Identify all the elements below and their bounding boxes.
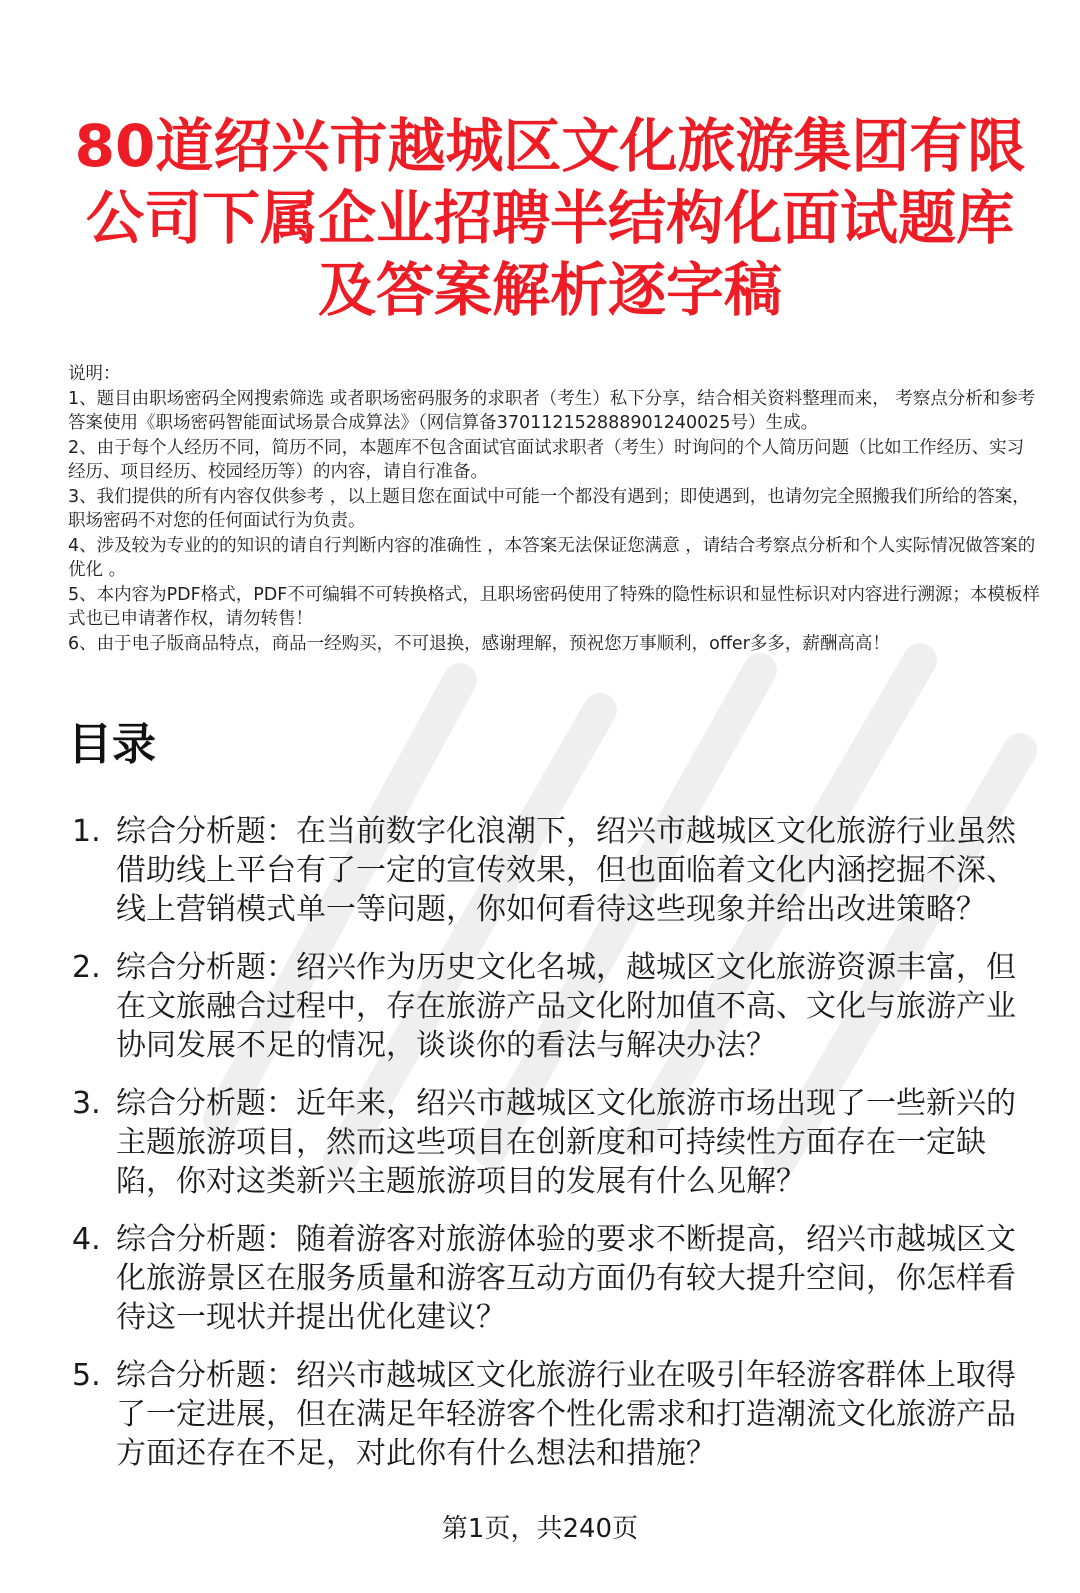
toc-item[interactable] <box>68 1084 1028 1201</box>
toc-item-text: 综合分析题：在当前数字化浪潮下，绍兴市越城区文化旅游行业虽然借助线上平台有了一定的宣传效果，但也面临着文化内涵挖掘不深、线上营销模式单一等问题，你如何看待这些现象并给出改进策略？ <box>116 814 1016 927</box>
toc-item-text: 综合分析题：随着游客对旅游体验的要求不断提高，绍兴市越城区文化旅游景区在服务质量和游客互动方面仍有较大提升空间，你怎样看待这一现状并提出优化建议？ <box>116 1222 1016 1335</box>
note-item: 3、我们提供的所有内容仅供参考 ，以上题目您在面试中可能一个都没有遇到；即使遇到，也请勿完全照搬我们所给的答案，职场密码不对您的任何面试行为负责。 <box>68 486 1030 531</box>
notes-section <box>68 362 1040 656</box>
toc-item-number: 3. <box>72 1086 101 1121</box>
page-footer: 第1页，共240页 <box>441 1514 639 1544</box>
note-item: 2、由于每个人经历不同，简历不同，本题库不包含面试官面试求职者（考生）时询问的个人简历问题（比如工作经历、实习经历、项目经历、校园经历等）的内容，请自行准备。 <box>68 437 1025 482</box>
note-item: 5、本内容为PDF格式，PDF不可编辑不可转换格式，且职场密码使用了特殊的隐性标识和显性标识对内容进行溯源；本模板样式也已申请著作权，请勿转售！ <box>68 584 1040 629</box>
toc-item[interactable] <box>68 948 1028 1065</box>
toc-item[interactable] <box>68 1356 1028 1473</box>
toc-heading: 目录 <box>68 719 156 770</box>
note-item: 4、涉及较为专业的的知识的请自行判断内容的准确性 ，本答案无法保证您满意 ，请结合考察点分析和个人实际情况做答案的优化 。 <box>68 535 1036 580</box>
notes-heading: 说明： <box>68 364 121 384</box>
toc-item-number: 2. <box>72 950 101 985</box>
toc-item-text: 综合分析题：绍兴作为历史文化名城，越城区文化旅游资源丰富，但在文旅融合过程中，存在旅游产品文化附加值不高、文化与旅游产业协同发展不足的情况，谈谈你的看法与解决办法？ <box>116 950 1016 1063</box>
toc-item-text: 综合分析题：近年来，绍兴市越城区文化旅游市场出现了一些新兴的主题旅游项目，然而这些项目在创新度和可持续性方面存在一定缺陷，你对这类新兴主题旅游项目的发展有什么见解？ <box>116 1086 1016 1199</box>
toc-item-text: 综合分析题：绍兴市越城区文化旅游行业在吸引年轻游客群体上取得了一定进展，但在满足年轻游客个性化需求和打造潮流文化旅游产品方面还存在不足，对此你有什么想法和措施？ <box>116 1358 1016 1471</box>
toc-item-number: 1. <box>72 814 101 849</box>
toc-item-number: 4. <box>72 1222 101 1257</box>
note-item: 1、题目由职场密码全网搜索筛选 或者职场密码服务的求职者（考生）私下分享，结合相关资料整理而来， 考察点分析和参考答案使用《职场密码智能面试场景合成算法》（网信算备370112152888901240025号）生成。 <box>68 388 1036 433</box>
note-item: 6、由于电子版商品特点，商品一经购买，不可退换，感谢理解，预祝您万事顺利，offer多多，薪酬高高！ <box>68 633 890 654</box>
toc-item[interactable] <box>68 1220 1028 1337</box>
toc-item[interactable] <box>68 812 1028 929</box>
toc-item-number: 5. <box>72 1358 101 1393</box>
toc-list <box>68 812 1028 1492</box>
document-title: 80道绍兴市越城区文化旅游集团有限公司下属企业招聘半结构化面试题库及答案解析逐字稿 <box>74 112 1026 324</box>
